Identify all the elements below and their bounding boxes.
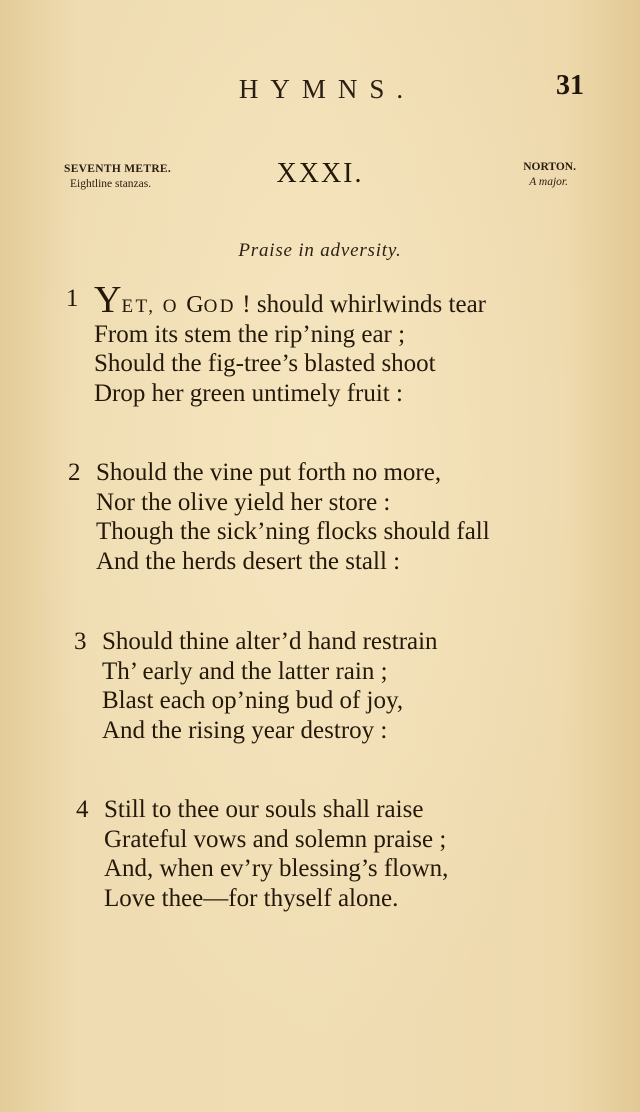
stanza-lines	[104, 795, 448, 913]
page-number: 31	[556, 70, 584, 101]
stanza	[68, 458, 490, 576]
stanza-line: Blast each op’ning bud of joy,	[102, 687, 404, 714]
stanza-line: Though the sick’ning flocks should fall	[96, 518, 490, 545]
running-title	[0, 74, 640, 105]
stanza-line: And the rising year destroy :	[102, 716, 388, 744]
stanza-first-line	[94, 279, 486, 322]
tune-name: NORTON.	[523, 161, 576, 173]
stanza-number: 3	[74, 628, 87, 655]
stanza-lines	[102, 627, 438, 745]
stanza-line: Nor the olive yield her store :	[96, 488, 391, 516]
god-rest: OD	[203, 296, 237, 317]
stanza-form-label: Eightline stanzas.	[70, 178, 152, 190]
stanza-line: Grateful vows and solemn praise ;	[104, 825, 447, 853]
stanza-lines	[94, 279, 486, 408]
initial-capital: Y	[94, 279, 122, 321]
stanza	[74, 627, 438, 745]
stanza-line: And the herds desert the stall :	[96, 547, 401, 575]
first-line-remainder: ! should whirlwinds tear	[236, 291, 486, 318]
stanza-line: Drop her green untimely fruit :	[94, 379, 403, 407]
first-line-smallcaps: ET, O	[121, 296, 187, 317]
running-title-text: HYMNS.	[238, 74, 416, 104]
metre-label: SEVENTH METRE.	[64, 163, 172, 175]
god-initial: G	[186, 292, 204, 318]
stanza-line: Still to thee our souls shall raise	[104, 796, 424, 823]
stanza-number: 2	[68, 459, 81, 486]
stanza-line: From its stem the rip’ning ear ;	[94, 320, 406, 348]
stanza-line: Should thine alter’d hand restrain	[102, 628, 438, 655]
stanza	[66, 279, 486, 408]
hymn-subtitle: Praise in adversity.	[238, 240, 402, 261]
stanza-line: Th’ early and the latter rain ;	[102, 657, 388, 685]
stanza-lines	[96, 458, 490, 576]
stanza-line: Should the vine put forth no more,	[96, 459, 442, 486]
stanza-line: Should the fig-tree’s blasted shoot	[94, 350, 436, 377]
stanza-line: And, when ev’ry blessing’s flown,	[104, 855, 449, 882]
hymn-number: XXXI.	[276, 158, 364, 189]
tune-info	[523, 160, 576, 190]
stanza-number: 1	[66, 285, 79, 312]
stanza-line: Love thee—for thyself alone.	[104, 884, 399, 912]
stanza-number: 4	[76, 796, 89, 823]
stanza	[76, 795, 448, 913]
tune-key: A major.	[529, 176, 568, 188]
